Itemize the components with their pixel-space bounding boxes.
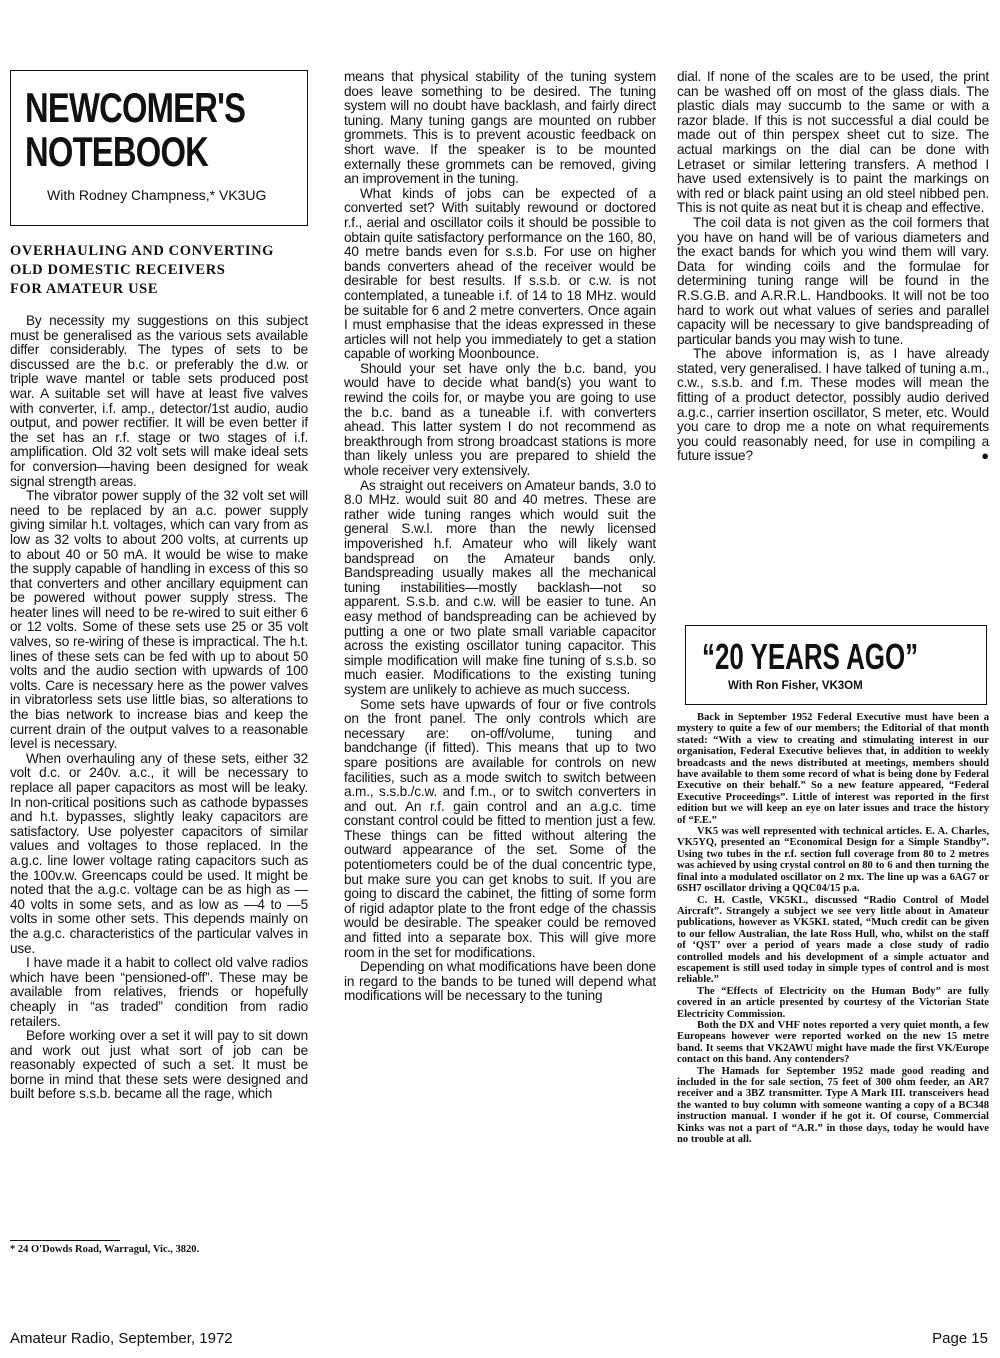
sidebar-title: “20 YEARS AGO”	[702, 636, 919, 677]
footnote: * 24 O'Dowds Road, Warragul, Vic., 3820.	[10, 1244, 200, 1255]
paragraph: dial. If none of the scales are to be used, the print can be washed off on most of the glass dials. The plastic dials may succumb to the same or with a razor blade. If this is not successful a dial could be made out of thin perspex sheet cut to size. The actual markings on the dial can be done with Letraset or similar lettering transfers. A method I have used extensively is to paint the markings on with red or black paint using an old steel nibbed pen. This is not quite as neat but it is cheap and effective.	[677, 69, 989, 216]
footer-publication: Amateur Radio, September, 1972	[10, 1330, 233, 1347]
paragraph: The coil data is not given as the coil formers that you have on hand will be of various diameters and the exact bands for which you wind them will vary. Data for winding coils and the formulae for determining tuning range will be found in the R.S.G.B. and A.R.R.L. Handbooks. It will not be too hard to work out what values of series and parallel capacity will be necessary to give bandspreading of particular bands you may wish to tune.	[677, 214, 989, 347]
article-heading-line1: OVERHAULING AND CONVERTING	[10, 243, 275, 259]
paragraph	[677, 347, 989, 464]
sidebar-body	[677, 712, 989, 1145]
footer-page-number: Page 15	[932, 1330, 988, 1347]
column-title-line2: NOTEBOOK	[25, 128, 209, 175]
paragraph: The vibrator power supply of the 32 volt set will need to be replaced by an a.c. power supply giving similar h.t. voltages, which can vary from as low as 32 volts to about 200 volts, at currents up to about 40 or 50 mA. It would be wise to make the supply capable of handling in excess of this so that converters and other ancillary equipment can be powered without power supply stress. The heater lines will need to be re-wired to suit either 6 or 12 volts. Some of these sets use 25 or 35 volt valves, so re-wiring of these is impractical. The h.t. lines of these sets can be fed with up to about 50 volts and the audio section with upwards of 100 volts. Care is necessary here as the power valves in vibratorless sets use little bias, so alterations to the bias network to increase bias and keep the current drain of the output valves to a reasonable level is necessary.	[10, 488, 308, 752]
paragraph: Depending on what modifications have been done in regard to the bands to be tuned will depend what modifications will be necessary to the tuning	[344, 959, 656, 1004]
paragraph: Should your set have only the b.c. band, you would have to decide what band(s) you want to rewind the coils for, or maybe you are going to use the b.c. band as a tuneable i.f. with converters ahead. This latter system I do not recommend as breakthrough from strong broadcast stations is more than likely unless you are prepared to shield the whole receiver very extensively.	[344, 360, 656, 479]
sidebar-byline: With Ron Fisher, VK3OM	[728, 680, 863, 692]
sidebar-paragraph: Both the DX and VHF notes reported a very quiet month, a few Europeans however were reported worked on the new 15 metre band. It seems that VK2AWU might have made the first VK/Europe contact on this band. Any contenders?	[677, 1019, 989, 1066]
article-column-2	[344, 70, 656, 1004]
paragraph: Some sets have upwards of four or five controls on the front panel. The only controls which are necessary are: on-off/volume, tuning and bandchange (if fitted). This means that up to two spare positions are available for controls on new facilities, such as a mode switch to switch between a.m., s.s.b./c.w. and f.m., or to switch converters in and out. An r.f. gain control and an a.g.c. time constant control could be fitted to mention just a few. These things can be fitted without altering the outward appearance of the set. Some of the potentiometers could be of the dual concentric type, but make sure you can get knobs to suit. If you are going to discard the cabinet, the fitting of some form of rigid adaptor plate to the front edge of the chassis would be desirable. The speaker could be removed and fitted into a separate box. This will give more room in the set for modifications.	[344, 696, 656, 960]
column-title-box	[10, 70, 308, 226]
footnote-rule	[10, 1240, 120, 1241]
article-heading	[10, 242, 308, 299]
article-column-3	[677, 70, 989, 464]
column-title-line1: NEWCOMER'S	[25, 84, 246, 131]
sidebar-paragraph: The Hamads for September 1952 made good reading and included in the for sale section, 75 feet of 300 ohm feeder, an AR7 receiver and a 3BZ transmitter. Type A Mark III. transceivers head the wanted to buy column with someone wanting a copy of a BC348 instruction manual. I wonder if he got it. Of course, Commercial Kinks was not a part of “A.R.” in those days, today he would have no trouble at all.	[677, 1065, 989, 1146]
paragraph: Before working over a set it will pay to sit down and work out just what sort of job can be reasonably expected of such a set. It must be borne in mind that these sets were designed and built before s.s.b. became all the rage, which	[10, 1028, 308, 1102]
column-byline: With Rodney Champness,* VK3UG	[47, 187, 267, 203]
sidebar-title-box	[685, 625, 987, 705]
sidebar-paragraph: Back in September 1952 Federal Executive must have been a mystery to quite a few of our members; the Editorial of that month stated: “With a view to creating and stimulating interest in our organisation, Federal Executive believes that, in addition to weekly broadcasts and the news distributed at meetings, members should have available to them some record of what is being done by Federal Executive on their behalf.” So a new feature appeared, “Federal Executive Proceedings”. Little of interest was reported in the first edition but we will keep an eye on later issues and trace the history of “F.E.”	[677, 712, 989, 826]
sidebar-paragraph: VK5 was well represented with technical articles. E. A. Charles, VK5YQ, presented an “Economical Design for a Simple Standby”. Using two tubes in the r.f. section full coverage from 80 to 2 metres was achieved by using crystal control on 80 to 6 and then turning the final into a modulated oscillator on 2 mx. The line up was a 6AG7 or 6SH7 oscillator driving a QQC04/15 p.a.	[677, 826, 989, 895]
paragraph: By necessity my suggestions on this subject must be generalised as the various sets available differ considerably. The types of sets to be discussed are the b.c. or preferably the d.w. or triple wave mantel or table sets produced post war. A suitable set will have at least five valves with converter, i.f. amp., detector/1st audio, audio output, and power rectifier. It will be even better if the set has an r.f. stage or two stages of i.f. amplification. Old 32 volt sets will make ideal sets for conversion—having been designed for weak signal strength areas.	[10, 313, 308, 489]
article-heading-line3: FOR AMATEUR USE	[10, 281, 159, 297]
paragraph: I have made it a habit to collect old valve radios which have been “pensioned-off”. These may be available from relatives, friends or hopefully cheaply in “as traded” condition from radio retailers.	[10, 955, 308, 1029]
paragraph: When overhauling any of these sets, either 32 volt d.c. or 240v. a.c., it will be necessary to replace all paper capacitors as most will be leaky. In non-critical positions such as cathode bypasses and h.t. bypasses, slightly leaky capacitors are satisfactory. Use polyester capacitors of similar values and voltages to those replaced. In the a.g.c. line lower voltage rating capacitors such as the 100v.w. Greencaps could be used. It might be noted that the a.g.c. voltage can be as high as —40 volts in some sets, and as low as —4 to —5 volts in some other sets. This depends mainly on the a.g.c. characteristics of the particular valves in use.	[10, 750, 308, 956]
paragraph: As straight out receivers on Amateur bands, 3.0 to 8.0 MHz. would suit 80 and 40 metres. These are rather wide tuning ranges which would suit the general S.w.l. more than the newly licensed impoverished h.f. Amateur who will likely want bandspread on the Amateur bands only. Bandspreading usually makes all the mechanical tuning instabilities—mostly backlash—not so apparent. S.s.b. and c.w. will be easier to tune. An easy method of bandspreading can be achieved by putting a one or two plate small variable capacitor across the existing oscillator tuning capacitor. This simple modification will make fine tuning of s.s.b. so much easier. Modifications to the existing tuning system are unlikely to achieve as much success.	[344, 477, 656, 697]
end-mark: ●	[981, 448, 989, 464]
paragraph-text: The above information is, as I have already stated, very generalised. I have talked of tuning a.m., c.w., s.s.b. and f.m. These modes will mean the fitting of a product detector, possibly audio derived a.g.c., carrier insertion oscillator, S meter, etc. Would you care to drop me a note on what requirements you could reasonably need, for use in compiling a future issue?	[677, 346, 989, 464]
paragraph: What kinds of jobs can be expected of a converted set? With suitably rewound or doctored r.f., aerial and oscillator coils it should be possible to obtain quite satisfactory performance on the 160, 80, 40 metre bands even for s.s.b. For use on higher bands converters ahead of the receiver would be desirable for best results. If s.s.b. or c.w. is not contemplated, a tuneable i.f. of 14 to 18 MHz. would be suitable for 6 and 2 metre converters. Once again I must emphasise that the ideas expressed in these articles will not help you immediately to get a station capable of working Moonbounce.	[344, 185, 656, 362]
paragraph: means that physical stability of the tuning system does leave something to be desired. The tuning system will no doubt have backlash, and fairly direct tuning. Many tuning gangs are mounted on rubber grommets. This is to prevent acoustic feedback on short wave. If the speaker is to be mounted externally these grommets can be removed, giving an improvement in the tuning.	[344, 69, 656, 187]
sidebar-paragraph: The “Effects of Electricity on the Human Body” are fully covered in an article presented by courtesy of the Victorian State Electricity Commission.	[677, 985, 989, 1020]
article-heading-line2: OLD DOMESTIC RECEIVERS	[10, 262, 226, 278]
sidebar-paragraph: C. H. Castle, VK5KL, discussed “Radio Control of Model Aircraft”. Strangely a subject we see very little about in Amateur publications, however as VK5KL stated, “Much credit can be given to our fellow Australian, the late Ross Hull, who, whilst on the staff of ‘QST’ over a period of years made a close study of radio controlled models and his development of a simple actuator and escapement is still used today in simple types of control and is most reliable.”	[677, 894, 989, 986]
